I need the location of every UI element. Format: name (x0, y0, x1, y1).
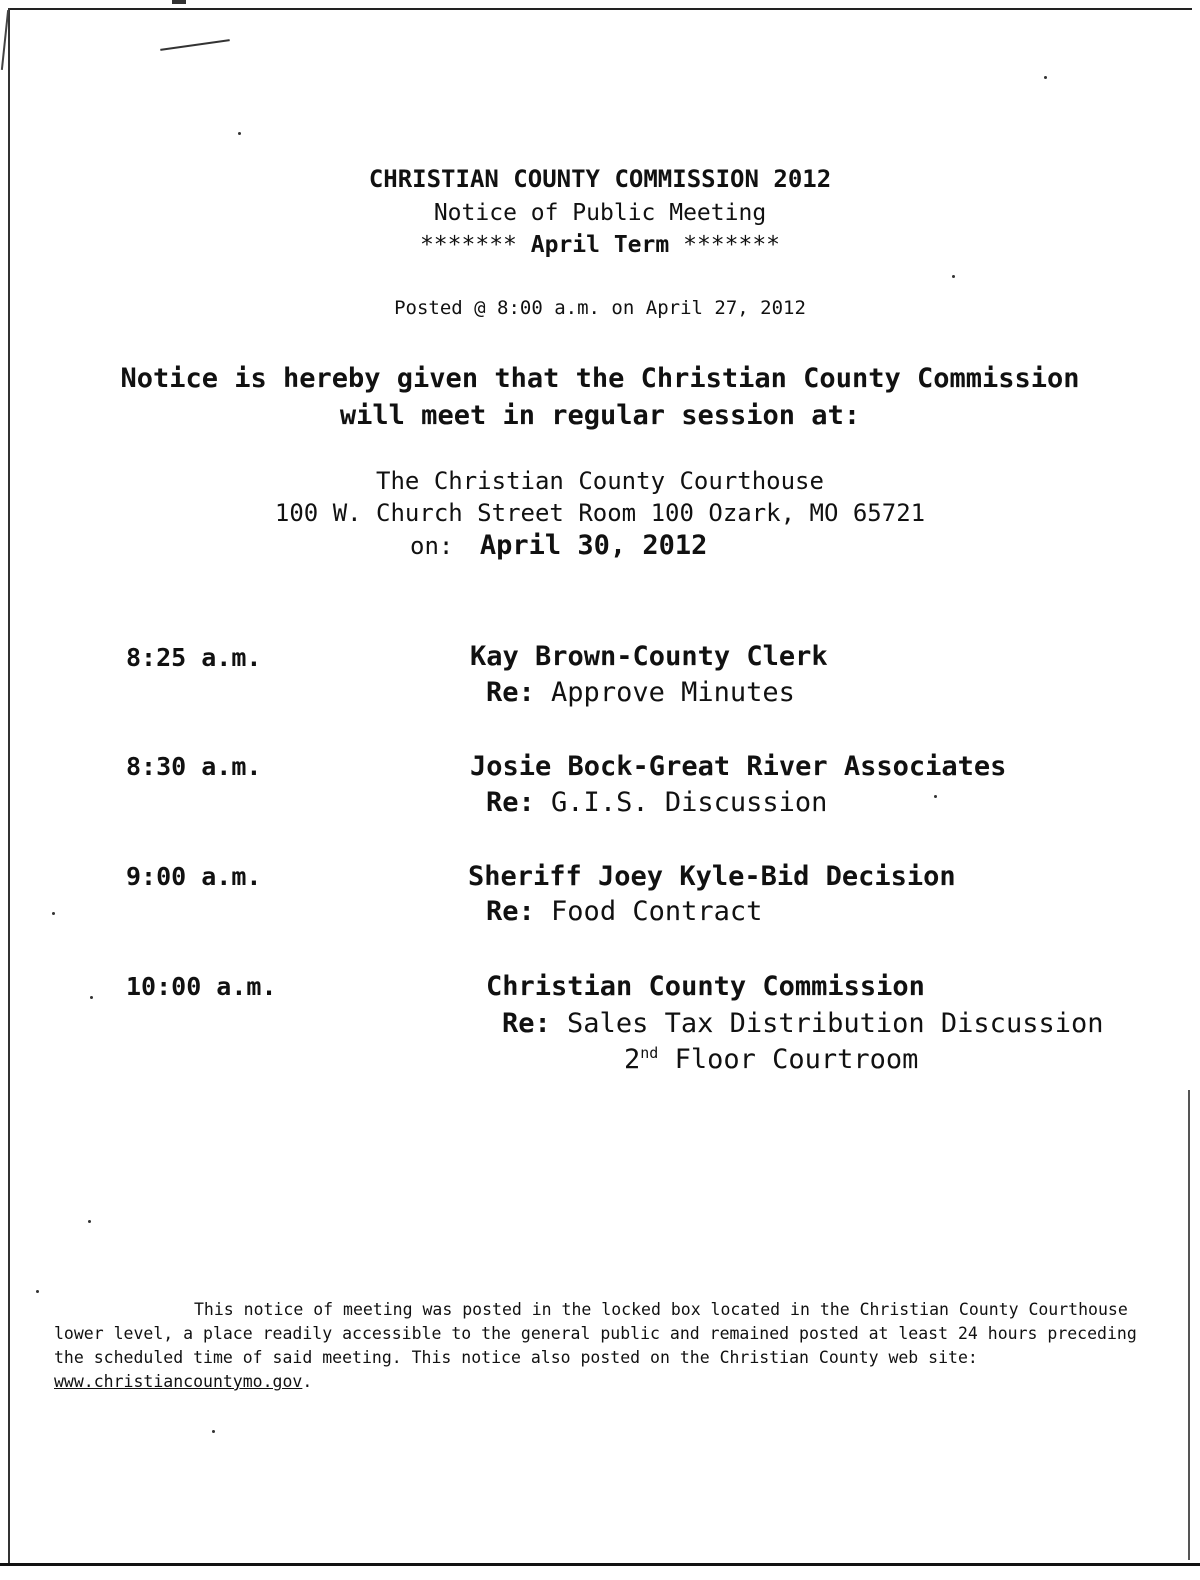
notice-statement (0, 360, 1200, 434)
agenda-topic (502, 1008, 1103, 1039)
meeting-date-line (410, 530, 707, 561)
scan-border-bottom (0, 1563, 1200, 1566)
re-label: Re: (486, 787, 535, 818)
scan-scratch (160, 39, 230, 51)
notice-line-1: Notice is hereby given that the Christian County Commission (120, 363, 1080, 394)
agenda-time: 8:25 a.m. (126, 643, 262, 672)
stars-left: ******* (419, 232, 517, 258)
posting-end: . (302, 1372, 313, 1391)
floor-number: 2 (624, 1044, 641, 1075)
scan-speck (934, 795, 937, 798)
on-label: on: (410, 532, 454, 560)
agenda-topic (486, 896, 762, 927)
posting-statement (54, 1298, 1164, 1394)
scan-speck (238, 132, 241, 135)
topic-text: G.I.S. Discussion (551, 787, 828, 818)
scan-speck (52, 912, 55, 915)
scan-speck (952, 275, 955, 278)
posted-line: Posted @ 8:00 a.m. on April 27, 2012 (394, 297, 806, 319)
agenda-time: 9:00 a.m. (126, 862, 262, 891)
scan-speck (212, 1430, 215, 1433)
scan-border-right (1188, 1090, 1190, 1560)
location-address: 100 W. Church Street Room 100 Ozark, MO 65721 (274, 499, 926, 527)
agenda-time: 10:00 a.m. (126, 972, 277, 1001)
floor-ordinal: nd (640, 1044, 659, 1062)
re-label: Re: (486, 677, 535, 708)
agenda-presenter: Sheriff Joey Kyle-Bid Decision (468, 861, 956, 892)
agenda-room (624, 1044, 918, 1075)
agenda-presenter: Christian County Commission (486, 971, 925, 1002)
term-label: April Term (530, 232, 670, 258)
topic-text: Food Contract (551, 896, 763, 927)
scan-border-top (10, 8, 1192, 10)
re-label: Re: (486, 896, 535, 927)
stars-right: ******* (683, 232, 781, 258)
notice-line-2: will meet in regular session at: (339, 400, 861, 431)
scan-scratch (172, 0, 186, 4)
agenda-presenter: Kay Brown-County Clerk (470, 641, 828, 672)
scan-speck (90, 996, 93, 999)
agenda-topic (486, 787, 827, 818)
agenda-presenter: Josie Bock-Great River Associates (470, 751, 1007, 782)
topic-text: Sales Tax Distribution Discussion (567, 1008, 1104, 1039)
scan-speck (1044, 76, 1047, 79)
scan-speck (88, 1220, 91, 1223)
posting-text: This notice of meeting was posted in the locked box located in the Christian County Courthouse lower level, a place readily accessible to the general public and remained posted at least 24 hours preceding the scheduled time of said meeting. This notice also posted on the Christian County web site: (54, 1300, 1137, 1367)
document-subtitle: Notice of Public Meeting (433, 200, 767, 226)
meeting-date: April 30, 2012 (479, 530, 708, 561)
agenda-topic (486, 677, 795, 708)
agenda-time: 8:30 a.m. (126, 752, 262, 781)
scan-speck (36, 1290, 39, 1293)
room-text: Floor Courtroom (674, 1044, 919, 1075)
term-line (0, 232, 1200, 258)
document-title: CHRISTIAN COUNTY COMMISSION 2012 (368, 165, 832, 193)
topic-text: Approve Minutes (551, 677, 795, 708)
re-label: Re: (502, 1008, 551, 1039)
website-link[interactable]: www.christiancountymo.gov (54, 1372, 303, 1391)
location-building: The Christian County Courthouse (376, 467, 824, 495)
